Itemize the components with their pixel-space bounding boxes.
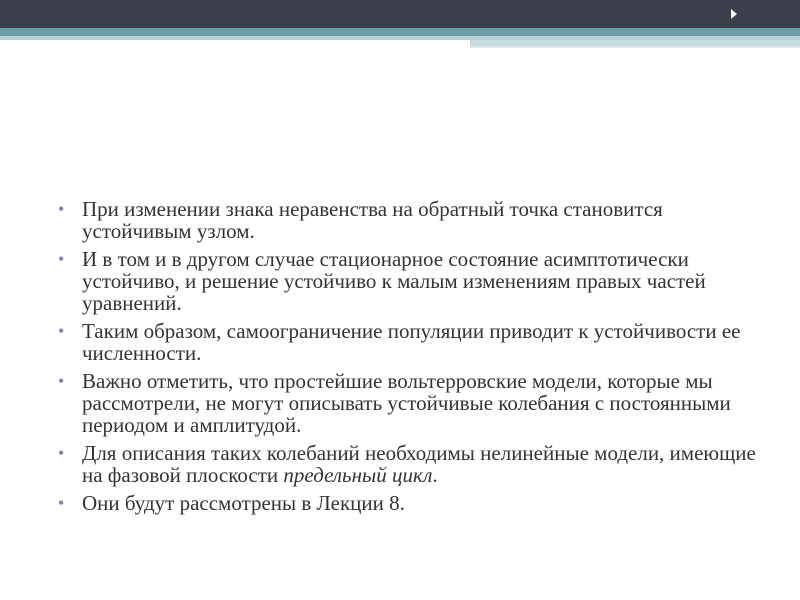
bullet-icon: • bbox=[58, 199, 65, 219]
play-arrow-icon bbox=[731, 9, 737, 19]
list-item bbox=[56, 370, 756, 436]
header-stripe-teal bbox=[0, 28, 800, 36]
bullet-icon: • bbox=[58, 493, 65, 513]
bullet-text: Они будут рассмотрены в Лекции 8. bbox=[82, 491, 405, 515]
header-bar bbox=[0, 0, 800, 28]
bullet-text: Таким образом, самоограничение популяции приводит к устойчивости ее численности. bbox=[82, 319, 741, 365]
bullet-text: Важно отметить, что простейшие вольтерровские модели, которые мы рассмотрели, не могут описывать устойчивые колебания с постоянными периодом и амплитудой. bbox=[82, 369, 731, 437]
bullet-icon: • bbox=[58, 371, 65, 391]
list-item bbox=[56, 492, 756, 514]
bullet-text: И в том и в другом случае стационарное состояние асимптотически устойчиво, и решение устойчиво к малым изменениям правых частей уравнений. bbox=[82, 247, 706, 315]
bullet-list bbox=[56, 198, 756, 514]
bullet-text-after: . bbox=[432, 463, 438, 487]
list-item bbox=[56, 442, 756, 486]
bullet-icon: • bbox=[58, 321, 65, 341]
bullet-icon: • bbox=[58, 443, 65, 463]
bullet-text-italic: предельный цикл bbox=[283, 463, 433, 487]
slide-content bbox=[56, 198, 756, 520]
list-item bbox=[56, 320, 756, 364]
bullet-icon: • bbox=[58, 249, 65, 269]
list-item bbox=[56, 248, 756, 314]
list-item bbox=[56, 198, 756, 242]
header-stripe-pale-thin bbox=[470, 46, 800, 48]
bullet-text-before: Для описания таких колебаний необходимы нелинейные модели, имеющие на фазовой плоскости bbox=[82, 441, 756, 487]
bullet-text: При изменении знака неравенства на обратный точка становится устойчивым узлом. bbox=[82, 197, 663, 243]
